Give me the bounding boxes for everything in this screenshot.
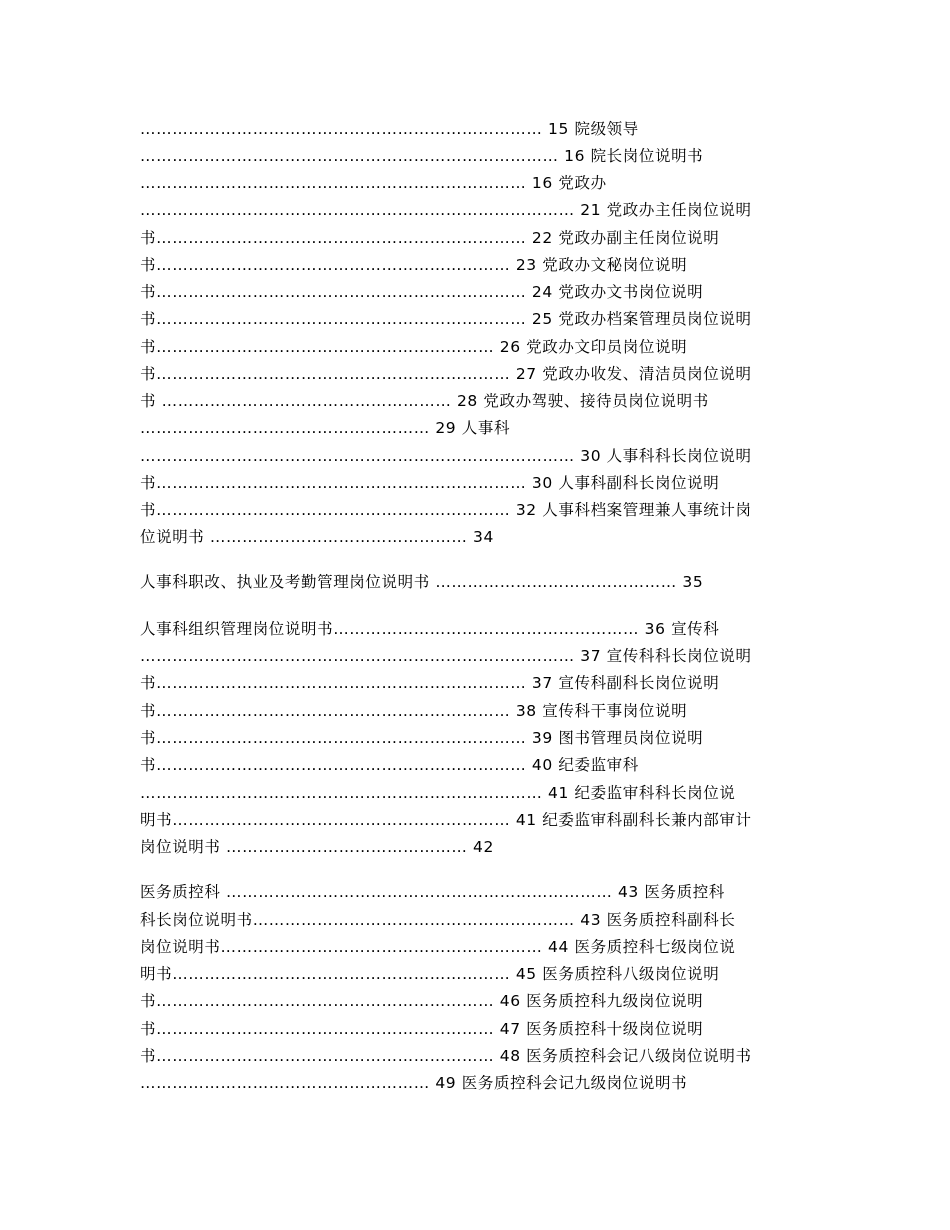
toc-line: …………………………………………………………………… 16 院长岗位说明书 <box>140 147 704 165</box>
toc-line: ………………………………………………………………… 41 纪委监审科科长岗位说 <box>140 784 736 802</box>
toc-line: 书…………………………………………………………… 39 图书管理员岗位说明 <box>140 729 704 747</box>
toc-line: 书…………………………………………………………… 37 宣传科副科长岗位说明 <box>140 674 720 692</box>
toc-line: 书……………………………………………………… 48 医务质控科会记八级岗位说明书 <box>140 1047 752 1065</box>
toc-line: 位说明书 ………………………………………… 34 <box>140 528 494 546</box>
toc-line: 明书……………………………………………………… 41 纪委监审科副科长兼内部审计 <box>140 811 752 829</box>
toc-line: 书…………………………………………………………… 25 党政办档案管理员岗位说明 <box>140 310 752 328</box>
toc-line: 书…………………………………………………………… 22 党政办副主任岗位说明 <box>140 229 720 247</box>
toc-line: 医务质控科 ……………………………………………………………… 43 医务质控科 <box>140 883 725 901</box>
toc-line: 书………………………………………………………… 32 人事科档案管理兼人事统计岗 <box>140 501 752 519</box>
toc-line: 书……………………………………………………… 26 党政办文印员岗位说明 <box>140 338 688 356</box>
toc-line: 书…………………………………………………………… 24 党政办文书岗位说明 <box>140 283 704 301</box>
toc-line: 岗位说明书…………………………………………………… 44 医务质控科七级岗位说 <box>140 938 736 956</box>
toc-line: ……………………………………………………………………… 37 宣传科科长岗位说明 <box>140 647 752 665</box>
toc-line: ……………………………………………………………………… 30 人事科科长岗位说明 <box>140 447 752 465</box>
toc-line: 书…………………………………………………………… 40 纪委监审科 <box>140 756 639 774</box>
toc-line: 书……………………………………………………… 46 医务质控科九级岗位说明 <box>140 992 704 1010</box>
toc-line: 科长岗位说明书…………………………………………………… 43 医务质控科副科长 <box>140 911 736 929</box>
toc-line: 书………………………………………………………… 23 党政办文秘岗位说明 <box>140 256 688 274</box>
toc-line: ……………………………………………… 49 医务质控科会记九级岗位说明书 <box>140 1074 688 1092</box>
toc-line: 书…………………………………………………………… 30 人事科副科长岗位说明 <box>140 474 720 492</box>
toc-line: 书……………………………………………………… 47 医务质控科十级岗位说明 <box>140 1020 704 1038</box>
toc-line: 书 ……………………………………………… 28 党政办驾驶、接待员岗位说明书 <box>140 392 709 410</box>
toc-line: 人事科组织管理岗位说明书………………………………………………… 36 宣传科 <box>140 620 720 638</box>
toc-line: 书………………………………………………………… 27 党政办收发、清洁员岗位说明 <box>140 365 752 383</box>
toc-line: 明书……………………………………………………… 45 医务质控科八级岗位说明 <box>140 965 720 983</box>
toc-line: 岗位说明书 ……………………………………… 42 <box>140 838 494 856</box>
toc-line: ………………………………………………………………… 15 院级领导 <box>140 120 639 138</box>
toc-line: ……………………………………………… 29 人事科 <box>140 419 511 437</box>
toc-line: 书………………………………………………………… 38 宣传科干事岗位说明 <box>140 702 688 720</box>
toc-line: 人事科职改、执业及考勤管理岗位说明书 ……………………………………… 35 <box>140 573 704 591</box>
toc-line: ……………………………………………………………… 16 党政办 <box>140 174 607 192</box>
toc-line: ……………………………………………………………………… 21 党政办主任岗位说明 <box>140 201 752 219</box>
